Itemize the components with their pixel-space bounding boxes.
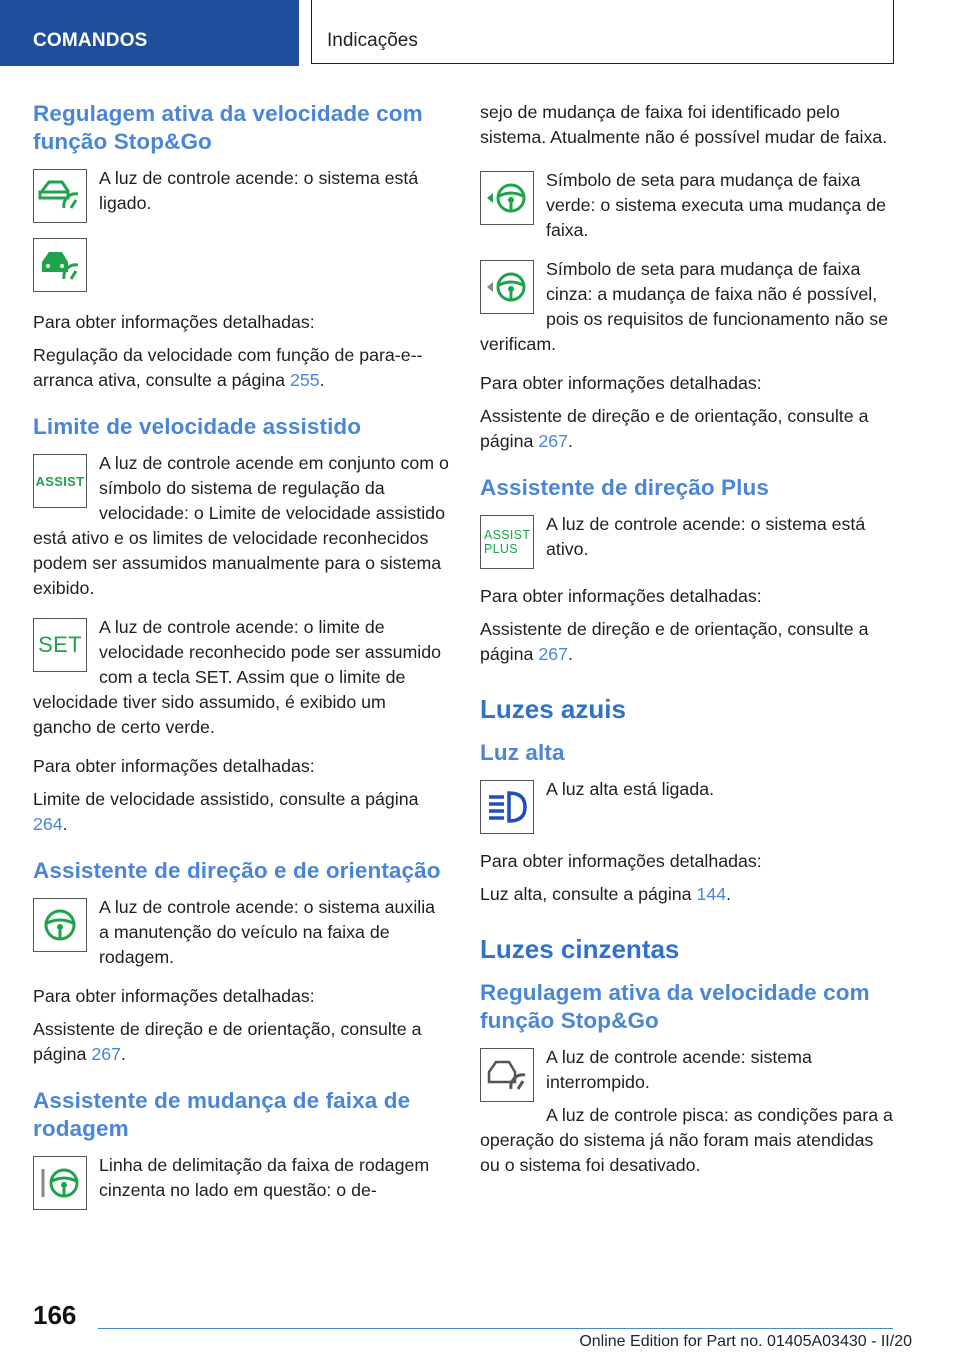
cruise-control-vehicle-icon — [33, 238, 87, 292]
entry-assist — [33, 451, 449, 601]
page-link-267[interactable]: 267 — [538, 431, 569, 451]
entry-text: A luz de controle acende: o sistema está ativo. — [546, 514, 866, 559]
header-section-tab — [0, 0, 299, 66]
entry-text: A luz de controle acende: sistema interrompido. — [546, 1047, 812, 1092]
reference-text: Assistente de direção e de orientação, consulte a página 267. — [480, 619, 869, 664]
section-title-steering-plus: Assistente de direção Plus — [480, 475, 769, 500]
header-section-label: COMANDOS — [33, 30, 148, 51]
entry-text: A luz de controle acende: o limite de velocidade reconhecido pode ser assumido com a tecla SET. Assim que o limite de velocidade tiver sido assumido, é exibido um gancho de certo verde. — [33, 617, 442, 737]
section-title-blue-lights: Luzes azuis — [480, 694, 626, 724]
header-subsection-label: Indicações — [327, 30, 418, 51]
lane-line-steering-icon — [33, 1156, 87, 1210]
entry-text-blink: A luz de controle pisca: as condições para a operação do sistema já não foram mais atendidas ou o sistema foi desativado. — [480, 1105, 893, 1175]
entry-assist-plus — [480, 512, 896, 570]
info-label: Para obter informações detalhadas: — [480, 586, 762, 606]
footer-edition: Online Edition for Part no. 01405A03430 - II/20 — [579, 1333, 912, 1350]
high-beam-icon — [480, 780, 534, 834]
cruise-control-icon — [33, 169, 87, 223]
section-title-speed-limit-assist: Limite de velocidade assistido — [33, 414, 362, 439]
right-column — [480, 100, 896, 1182]
entry-high-beam — [480, 777, 896, 835]
left-column — [33, 100, 449, 1225]
reference-text: Regulação da velocidade com função de para-e--arranca ativa, consulte a página 255. — [33, 345, 423, 390]
section-title-high-beam: Luz alta — [480, 740, 565, 765]
entry-text: A luz alta está ligada. — [546, 779, 715, 799]
page-number: 166 — [33, 1300, 77, 1330]
lane-change-arrow-green-icon — [480, 171, 534, 225]
footer-divider — [98, 1328, 893, 1329]
page-link-144[interactable]: 144 — [696, 884, 727, 904]
reference-text: Assistente de direção e de orientação, consulte a página 267. — [480, 406, 869, 451]
section-title-steering-assist: Assistente de direção e de orientação — [33, 858, 441, 883]
entry-steering — [33, 895, 449, 970]
reference-text: Assistente de direção e de orientação, consulte a página 267. — [33, 1019, 422, 1064]
info-label: Para obter informações detalhadas: — [33, 312, 315, 332]
info-label: Para obter informações detalhadas: — [33, 986, 315, 1006]
section-title-stop-go-grey: Regulagem ativa da velocidade com função Stop&Go — [480, 980, 870, 1033]
section-title-stop-go: Regulagem ativa da velocidade com função Stop&Go — [33, 101, 423, 154]
entry-lane-change-green — [480, 168, 896, 243]
page-link-255[interactable]: 255 — [290, 370, 320, 390]
set-icon: SET — [33, 618, 87, 672]
steering-wheel-icon — [33, 898, 87, 952]
page-link-264[interactable]: 264 — [33, 814, 63, 834]
header-subsection-tab — [311, 0, 894, 64]
entry-stop-go-on — [33, 166, 449, 224]
info-label: Para obter informações detalhadas: — [33, 756, 315, 776]
assist-icon: ASSIST — [33, 454, 87, 508]
info-label: Para obter informações detalhadas: — [480, 851, 762, 871]
entry-set — [33, 615, 449, 740]
entry-stop-go-interrupted — [480, 1045, 896, 1178]
reference-text: Limite de velocidade assistido, consulte a página 264. — [33, 789, 419, 834]
reference-text: Luz alta, consulte a página 144. — [480, 884, 732, 904]
assist-plus-icon: ASSIST PLUS — [480, 515, 534, 569]
entry-text: Linha de delimitação da faixa de rodagem cinzenta no lado em questão: o de- — [99, 1155, 430, 1200]
entry-lane-line — [33, 1153, 449, 1211]
lane-change-arrow-grey-icon — [480, 260, 534, 314]
entry-text: A luz de controle acende: o sistema está ligado. — [99, 168, 419, 213]
entry-text: A luz de controle acende: o sistema auxilia a manutenção do veículo na faixa de rodagem. — [99, 897, 436, 967]
continued-text: sejo de mudança de faixa foi identificado pelo sistema. Atualmente não é possível mudar de faixa. — [480, 102, 888, 147]
entry-text: Símbolo de seta para mudança de faixa cinza: a mudança de faixa não é possível, pois os requisitos de funcionamento não se verificam. — [480, 259, 889, 354]
section-title-grey-lights: Luzes cinzentas — [480, 934, 680, 964]
entry-text: A luz de controle acende em conjunto com o símbolo do sistema de regulação da velocidade: o Limite de velocidade assistido está ativo e os limites de velocidade reconhecidos podem ser assumidos manualmente para o sistema exibido. — [33, 453, 449, 598]
info-label: Para obter informações detalhadas: — [480, 373, 762, 393]
page-link-267[interactable]: 267 — [538, 644, 569, 664]
entry-text: Símbolo de seta para mudança de faixa verde: o sistema executa uma mudança de faixa. — [546, 170, 887, 240]
entry-lane-change-grey — [480, 257, 896, 357]
page-link-267[interactable]: 267 — [91, 1044, 122, 1064]
cruise-control-grey-icon — [480, 1048, 534, 1102]
section-title-lane-change: Assistente de mudança de faixa de rodagem — [33, 1088, 411, 1141]
